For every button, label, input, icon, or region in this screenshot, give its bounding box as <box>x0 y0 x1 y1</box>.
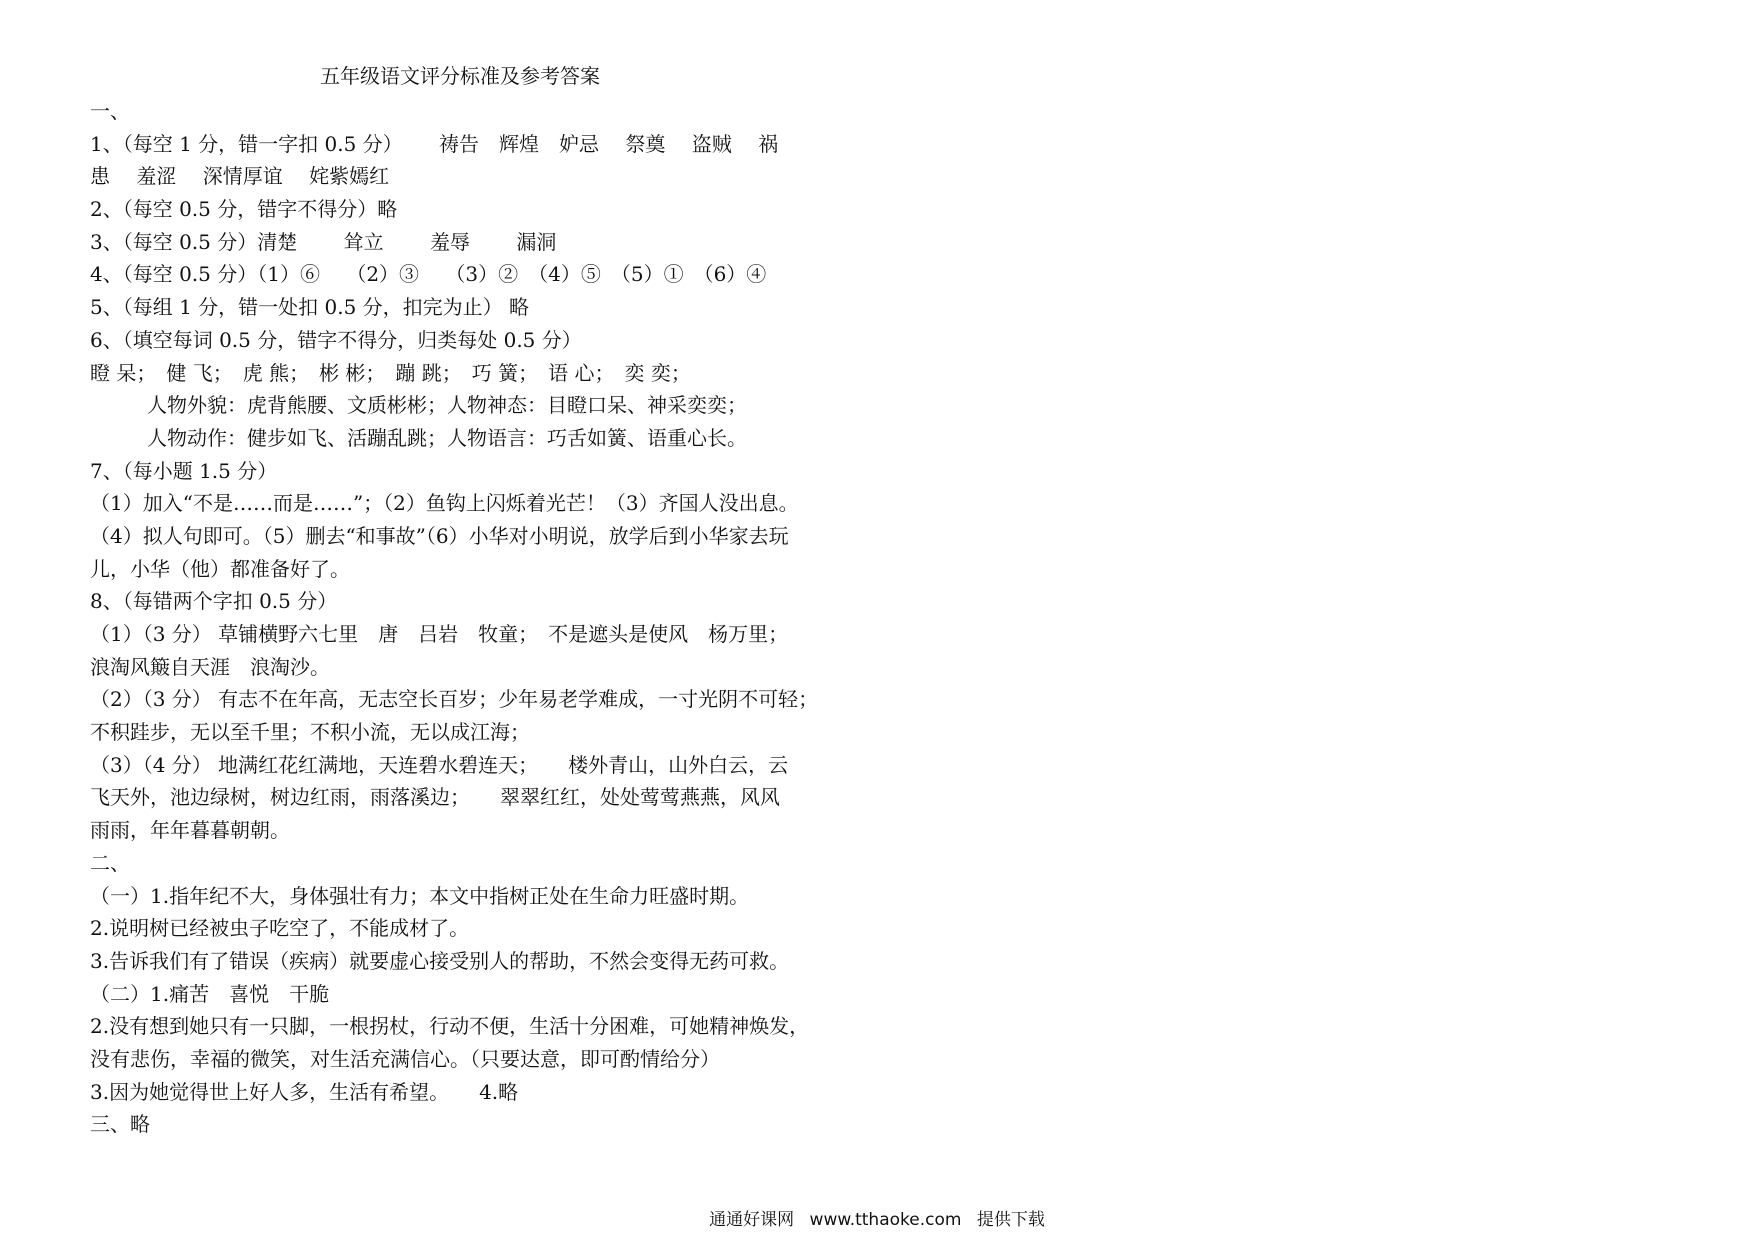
answer-line: 瞪 呆； 健 飞； 虎 熊； 彬 彬； 蹦 跳； 巧 簧； 语 心； 奕 奕； <box>90 360 691 385</box>
answer-line: 患 羞涩 深情厚谊 姹紫嫣红 <box>90 164 390 189</box>
answer-line: 人物动作：健步如飞、活蹦乱跳；人物语言：巧舌如簧、语重心长。 <box>147 425 747 450</box>
answer-line: 浪淘风簸自天涯 浪淘沙。 <box>90 654 330 679</box>
footer <box>0 1208 1754 1232</box>
answer-line: 人物外貌：虎背熊腰、文质彬彬；人物神态：目瞪口呆、神采奕奕； <box>147 393 747 418</box>
answer-line: 2.没有想到她只有一只脚，一根拐杖，行动不便，生活十分困难，可她精神焕发， <box>90 1014 810 1039</box>
answer-line: 2.说明树已经被虫子吃空了，不能成材了。 <box>90 916 470 941</box>
answer-line: 不积跬步，无以至千里；不积小流，无以成江海； <box>90 720 530 745</box>
footer-site-name: 通通好课网 <box>709 1210 795 1230</box>
answer-line: 雨雨，年年暮暮朝朝。 <box>90 818 290 843</box>
answer-line: 3、（每空 0.5 分）清楚 耸立 羞辱 漏洞 <box>90 229 557 254</box>
answer-line: 1、（每空 1 分，错一字扣 0.5 分） 祷告 辉煌 妒忌 祭奠 盗贼 祸 <box>90 131 779 156</box>
answer-line: 三、略 <box>90 1112 150 1137</box>
answer-line: 6、（填空每词 0.5 分，错字不得分，归类每处 0.5 分） <box>90 327 582 352</box>
page-title: 五年级语文评分标准及参考答案 <box>320 64 600 88</box>
answer-line: 一、 <box>90 99 130 123</box>
answer-line: 3.因为她觉得世上好人多，生活有希望。 4.略 <box>90 1079 519 1104</box>
answer-line: （1）加入“不是……而是……”；（2）鱼钩上闪烁着光芒！（3）齐国人没出息。 <box>90 491 799 516</box>
answer-line: 飞天外，池边绿树，树边红雨，雨落溪边； 翠翠红红，处处莺莺燕燕，风风 <box>90 785 780 810</box>
answer-line: （一）1.指年纪不大，身体强壮有力；本文中指树正处在生命力旺盛时期。 <box>90 883 750 908</box>
answer-line: 儿，小华（他）都准备好了。 <box>90 556 350 581</box>
answer-line: 7、（每小题 1.5 分） <box>90 458 278 483</box>
answer-body <box>90 95 865 1141</box>
answer-line: 二、 <box>90 850 130 875</box>
answer-line: 8、（每错两个字扣 0.5 分） <box>90 589 338 614</box>
answer-line: （1）（3 分） 草铺横野六七里 唐 吕岩 牧童； 不是遮头是使风 杨万里； <box>90 622 789 646</box>
answer-line: 没有悲伤，幸福的微笑，对生活充满信心。（只要达意，即可酌情给分） <box>90 1046 720 1071</box>
footer-url[interactable]: www.tthaoke.com <box>809 1210 962 1230</box>
answer-line: （2）（3 分） 有志不在年高，无志空长百岁；少年易老学难成，一寸光阴不可轻； <box>90 687 819 712</box>
answer-line: （二）1.痛苦 喜悦 干脆 <box>90 981 330 1006</box>
answer-line: 2、（每空 0.5 分，错字不得分）略 <box>90 197 398 222</box>
answer-line: （3）（4 分） 地满红花红满地，天连碧水碧连天； 楼外青山，山外白云，云 <box>90 752 789 777</box>
answer-line: 3.告诉我们有了错误（疾病）就要虚心接受别人的帮助，不然会变得无药可救。 <box>90 948 790 973</box>
answer-line: 4、（每空 0.5 分）（1）⑥ （2）③ （3）② （4）⑤ （5）① （6）④ <box>90 262 767 287</box>
footer-tagline: 提供下载 <box>976 1210 1045 1230</box>
answer-line: 5、（每组 1 分，错一处扣 0.5 分，扣完为止） 略 <box>90 295 530 320</box>
answer-line: （4）拟人句即可。（5）删去“和事故”（6）小华对小明说，放学后到小华家去玩 <box>90 523 789 548</box>
